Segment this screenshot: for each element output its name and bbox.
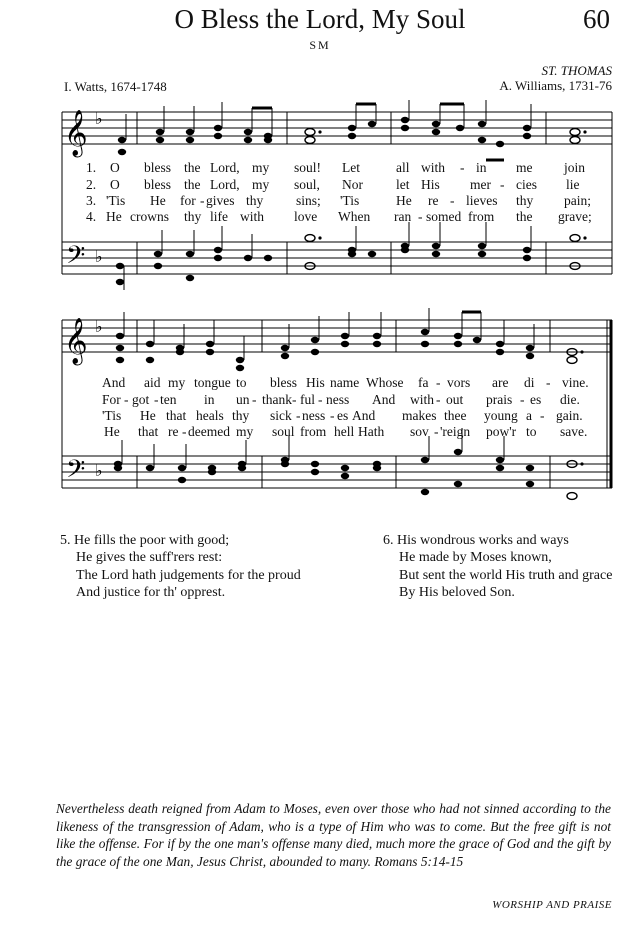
stanza-line: 5. He fills the poor with good; — [60, 533, 230, 548]
lyric-syllable: 'Tis — [106, 193, 126, 208]
verse-1-line-2 — [0, 375, 640, 393]
lyric-syllable: crowns — [130, 209, 169, 224]
lyric-syllable: to — [526, 424, 537, 439]
lyric-syllable: thank — [262, 392, 292, 407]
lyric-syllable: gain. — [556, 408, 583, 423]
lyric-syllable: He — [106, 209, 122, 224]
meter: SM — [309, 38, 331, 52]
lyric-syllable: join — [564, 160, 586, 175]
lyric-syllable: Hath — [358, 424, 385, 439]
lyric-syllable: His — [306, 375, 325, 390]
stanza-line: 6. His wondrous works and ways — [383, 533, 569, 548]
flat-sign-icon: ♭ — [95, 111, 103, 128]
lyric-syllable: soul — [272, 424, 295, 439]
lyric-syllable: ness — [302, 408, 326, 423]
lyric-syllable: from — [300, 424, 327, 439]
lyric-syllable: to — [236, 375, 247, 390]
lyric-syllable: tongue — [194, 375, 231, 390]
lyric-syllable: my — [168, 375, 186, 390]
lyric-hyphen: - — [500, 177, 505, 192]
lyric-syllable: out — [446, 392, 464, 407]
lyric-syllable: thy — [232, 408, 250, 423]
lyric-hyphen: - — [296, 408, 301, 423]
lyric-syllable: ful — [300, 392, 315, 407]
lyric-syllable: a — [526, 408, 532, 423]
stanza-line: The Lord hath judgements for the proud — [76, 567, 301, 583]
section-footer: WORSHIP AND PRAISE — [492, 899, 612, 911]
verse-number: 3. — [86, 193, 97, 208]
lyric-syllable: somed — [426, 209, 462, 224]
bass-clef-icon: 𝄢 — [66, 455, 86, 490]
lyric-syllable: 'Tis — [102, 408, 122, 423]
lyric-syllable: with — [421, 160, 446, 175]
lyric-syllable: And — [372, 392, 396, 407]
lyric-syllable: in — [476, 160, 487, 175]
lyric-syllable: name — [330, 375, 360, 390]
lyric-syllable: thy — [184, 209, 202, 224]
lyric-syllable: He — [396, 193, 412, 208]
lyric-syllable: makes — [402, 408, 437, 423]
lyric-syllable: Lord, — [210, 160, 240, 175]
lyric-syllable: pow'r — [486, 424, 517, 439]
lyric-syllable: my — [252, 160, 270, 175]
stanza-line: And justice for th' opprest. — [76, 584, 226, 600]
treble-clef-icon: 𝄞 — [64, 318, 88, 364]
lyric-syllable: love — [294, 209, 318, 224]
stanza-6 — [383, 532, 612, 601]
lyric-syllable: thee — [444, 408, 467, 423]
lyric-syllable: es — [530, 392, 542, 407]
lyric-syllable: my — [236, 424, 254, 439]
lyric-syllable: re — [428, 193, 439, 208]
flat-sign-icon: ♭ — [95, 249, 103, 266]
lyric-syllable: ten — [160, 392, 177, 407]
lyric-syllable: 'Tis — [340, 193, 360, 208]
lyric-syllable: heals — [196, 408, 224, 423]
verse-number: 4. — [86, 209, 97, 224]
lyric-syllable: mer — [470, 177, 491, 192]
flat-sign-icon: ♭ — [95, 463, 103, 480]
lyric-syllable: that — [166, 408, 187, 423]
lyric-syllable: fa — [418, 375, 429, 390]
lyric-syllable: His — [421, 177, 440, 192]
lyric-syllable: vors — [447, 375, 471, 390]
lyric-syllable: got — [132, 392, 150, 407]
lyric-syllable: that — [138, 424, 159, 439]
lyric-hyphen: - — [540, 408, 545, 423]
lyric-hyphen: - — [182, 424, 187, 439]
lyric-syllable: thy — [516, 193, 534, 208]
lyric-syllable: When — [338, 209, 371, 224]
lyric-syllable: Lord, — [210, 177, 240, 192]
lyric-syllable: 'reign — [440, 424, 471, 439]
lyric-syllable: deemed — [188, 424, 230, 439]
lyric-syllable: cies — [516, 177, 537, 192]
lyric-syllable: For — [102, 392, 121, 407]
lyric-syllable: young — [484, 408, 518, 423]
lyric-hyphen: - — [434, 424, 439, 439]
lyric-syllable: all — [396, 160, 410, 175]
lyric-syllable: vine. — [562, 375, 589, 390]
lyric-syllable: bless — [270, 375, 297, 390]
lyric-syllable: es — [337, 408, 349, 423]
lyric-syllable: thy — [246, 193, 264, 208]
verse-4-line-2 — [0, 424, 640, 442]
lyric-hyphen: - — [124, 392, 129, 407]
lyric-syllable: And — [352, 408, 376, 423]
lyric-syllable: from — [468, 209, 495, 224]
lyric-hyphen: - — [546, 375, 551, 390]
lyric-syllable: the — [516, 209, 533, 224]
lyric-hyphen: - — [154, 392, 159, 407]
author: I. Watts, 1674-1748 — [64, 79, 167, 94]
lyric-syllable: prais — [486, 392, 513, 407]
lyric-hyphen: - — [450, 193, 455, 208]
lyric-syllable: O — [110, 177, 120, 192]
lyric-syllable: gives — [206, 193, 235, 208]
lyric-syllable: ness — [326, 392, 350, 407]
lyric-syllable: the — [184, 160, 201, 175]
lyric-syllable: sick — [270, 408, 292, 423]
lyric-syllable: He — [150, 193, 166, 208]
verse-number: 1. — [86, 160, 97, 175]
lyric-syllable: are — [492, 375, 509, 390]
lyric-syllable: hell — [334, 424, 355, 439]
lyric-syllable: And — [102, 375, 126, 390]
verse-4-line-1 — [0, 209, 640, 227]
hymn-title: O Bless the Lord, My Soul — [174, 4, 466, 34]
stanza-line: He gives the suff'rers rest: — [76, 550, 223, 566]
lyric-syllable: He — [104, 424, 120, 439]
lyric-syllable: O — [110, 160, 120, 175]
lyric-syllable: life — [210, 209, 228, 224]
lyric-syllable: the — [184, 177, 201, 192]
lyric-hyphen: - — [252, 392, 257, 407]
lyric-syllable: un — [236, 392, 250, 407]
lyric-syllable: soul, — [294, 177, 320, 192]
bass-clef-icon: 𝄢 — [66, 241, 86, 276]
tune-name: ST. THOMAS — [541, 63, 612, 78]
lyric-syllable: re — [168, 424, 179, 439]
lyric-hyphen: - — [460, 160, 465, 175]
lyric-hyphen: - — [318, 392, 323, 407]
lyric-hyphen: - — [200, 193, 205, 208]
lyric-hyphen: - — [418, 209, 423, 224]
lyric-syllable: with — [240, 209, 265, 224]
lyric-hyphen: - — [330, 408, 335, 423]
lyric-syllable: pain; — [564, 193, 591, 208]
lyric-syllable: let — [396, 177, 410, 192]
lyric-syllable: soul! — [294, 160, 321, 175]
lyric-hyphen: - — [436, 392, 441, 407]
lyric-syllable: in — [204, 392, 215, 407]
lyric-syllable: my — [252, 177, 270, 192]
lyric-hyphen: - — [436, 375, 441, 390]
lyric-hyphen: - — [520, 392, 525, 407]
lyric-syllable: sov — [410, 424, 429, 439]
verse-number: 2. — [86, 177, 97, 192]
hymn-number: 60 — [583, 4, 610, 34]
lyric-syllable: Nor — [342, 177, 363, 192]
lyric-syllable: sins; — [296, 193, 321, 208]
lyric-syllable: di — [524, 375, 535, 390]
flat-sign-icon: ♭ — [95, 319, 103, 336]
stanza-line: But sent the world His truth and grace — [399, 567, 613, 583]
lyric-syllable: lie — [566, 177, 580, 192]
lyric-syllable: with — [410, 392, 435, 407]
lyric-syllable: bless — [144, 160, 171, 175]
lyric-syllable: ran — [394, 209, 412, 224]
lyric-syllable: Let — [342, 160, 360, 175]
lyric-syllable: grave; — [558, 209, 592, 224]
lyric-syllable: save. — [560, 424, 588, 439]
lyric-hyphen: - — [292, 392, 297, 407]
treble-clef-icon: 𝄞 — [64, 110, 88, 156]
stanza-line: By His beloved Son. — [399, 584, 515, 600]
lyric-syllable: for — [180, 193, 196, 208]
lyric-syllable: die. — [560, 392, 580, 407]
lyric-syllable: He — [140, 408, 156, 423]
lyric-syllable: lieves — [466, 193, 498, 208]
verse-1-line-1 — [0, 160, 640, 178]
stanza-line: He made by Moses known, — [399, 550, 552, 566]
composer: A. Williams, 1731-76 — [499, 78, 612, 93]
lyric-syllable: Whose — [366, 375, 404, 390]
scripture-quote: Nevertheless death reigned from Adam to Moses, even over those who had not sinned according to the likeness of the transgression of Adam, who is a type of Him who was to come. But the free gift is not like the offense. For if by the one man's offense many died, much more the grace of God and the gift by the grace of the one Man, Jesus Christ, abounded to many. Romans 5:14-15 — [56, 801, 611, 869]
stanza-5 — [60, 532, 301, 601]
lyric-syllable: me — [516, 160, 533, 175]
lyric-syllable: aid — [144, 375, 161, 390]
lyric-syllable: bless — [144, 177, 171, 192]
